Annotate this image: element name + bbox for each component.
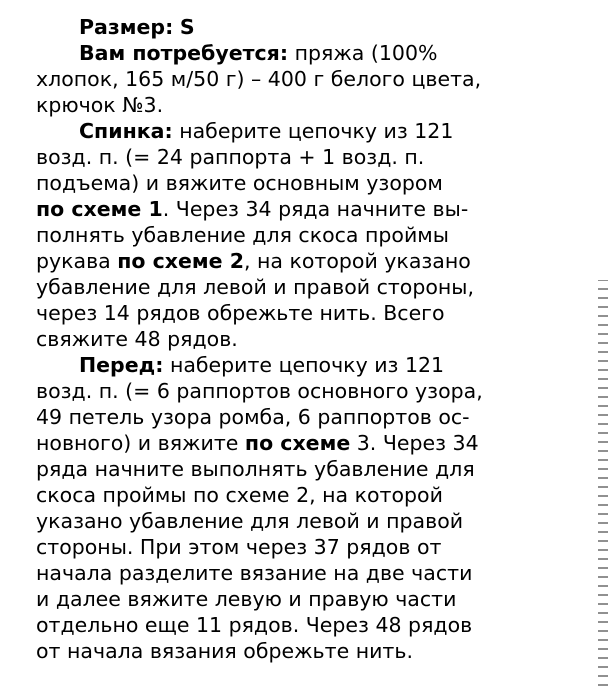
back-line-4 <box>36 196 584 222</box>
front-line-8: стороны. При этом через 37 рядов от <box>36 535 442 559</box>
materials-line-1 <box>36 40 584 66</box>
front-line-1 <box>36 352 584 378</box>
back-line-3: подъема) и вяжите основным узором <box>36 171 443 195</box>
size-line <box>36 14 584 40</box>
front-text-1: наберите цепочку из 121 <box>169 353 445 377</box>
front-label: Перед: <box>79 353 164 377</box>
front-line-2: возд. п. (= 6 раппортов основного узора, <box>36 379 483 403</box>
back-label: Спинка: <box>79 119 173 143</box>
back-text-6b: , на которой указано <box>243 249 471 273</box>
front-paragraph <box>36 352 584 664</box>
back-line-8: через 14 рядов обрежьте нить. Всего <box>36 301 445 325</box>
back-line-6 <box>36 248 584 274</box>
front-line-4 <box>36 430 584 456</box>
page-edge-mask <box>598 0 608 280</box>
front-line-6: скоса проймы по схеме 2, на которой <box>36 483 443 507</box>
front-text-4a: новного) и вяжите <box>36 431 245 455</box>
back-line-5: полнять убавление для скоса проймы <box>36 223 449 247</box>
back-paragraph <box>36 118 584 352</box>
front-line-12: от начала вязания обрежьте нить. <box>36 639 413 663</box>
back-text-6a: рукава <box>36 249 118 273</box>
back-line-1 <box>36 118 584 144</box>
back-line-7: убавление для левой и правой стороны, <box>36 275 474 299</box>
materials-text-1: пряжа (100% <box>294 41 438 65</box>
front-line-3: 49 петель узора ромба, 6 раппортов ос- <box>36 405 470 429</box>
materials-line-3: крючок №3. <box>36 93 164 117</box>
front-line-11: отдельно еще 11 рядов. Через 48 рядов <box>36 613 473 637</box>
materials-paragraph <box>36 40 584 118</box>
back-line-2: возд. п. (= 24 раппорта + 1 возд. п. <box>36 145 425 169</box>
size-value: S <box>179 15 195 39</box>
materials-label: Вам потребуется: <box>79 41 289 65</box>
back-scheme-1: по схеме 1 <box>36 197 163 221</box>
size-paragraph <box>36 14 584 40</box>
front-line-5: ряда начните выполнять убавление для <box>36 457 475 481</box>
back-line-9: свяжите 48 рядов. <box>36 327 238 351</box>
front-line-7: указано убавление для левой и правой <box>36 509 464 533</box>
back-scheme-2: по схеме 2 <box>117 249 244 273</box>
front-line-10: и далее вяжите левую и правую части <box>36 587 457 611</box>
back-text-1: наберите цепочку из 121 <box>179 119 454 143</box>
front-text-4b: 3. Через 34 <box>350 431 479 455</box>
size-label: Размер: <box>79 15 174 39</box>
front-scheme: по схеме <box>244 431 351 455</box>
materials-line-2: хлопок, 165 м/50 г) – 400 г белого цвета, <box>36 67 482 91</box>
back-text-4: . Через 34 ряда начните вы- <box>162 197 469 221</box>
text-column <box>36 14 584 664</box>
front-line-9: начала разделите вязание на две части <box>36 561 473 585</box>
